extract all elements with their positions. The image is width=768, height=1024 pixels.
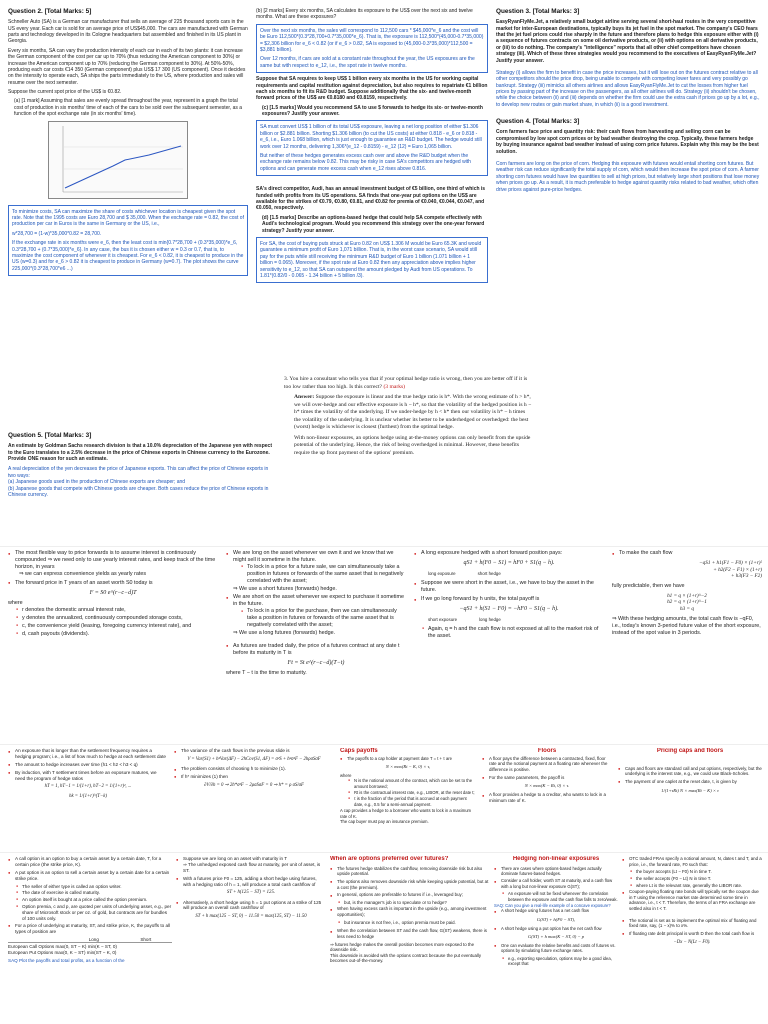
equation-labels-1: [414, 571, 604, 577]
slide-1-bullet-1: [8, 550, 218, 578]
slide-6-bullet-1: ● The variance of the cash flows in the previous slide is: [174, 748, 334, 754]
ovf-bullet-3: ● Alternatively, a short hedge using h = 1 put options at a strike of 125 will produce an overall cash cashflow of: [176, 900, 326, 912]
answer-text: Suppose the exposure is linear and the true hedge ratio is h*. With the wrong estimate of h > h*, we will over-hedge and our effective exposure is h − h*, so that the volatility of the hedged position is h − h* times the volatility of the underlying. If we under-hedge by h < h* then our volatility is h* − h times the volatility of the underlying. It is unclear whether its better to be underhedged or overhedged: the best (worst) hedge is whichever is closest (furthest) from the optimal hedge.: [294, 394, 532, 431]
q2-intro: Schneller Auto (SA) is a German car manufacturer that sells an average of 225 thousand sports cars in the US every year. Each car is sold for an average price of US$45,000. The cars are manufactured with German parts and technology developed in its Cologne headquarters but assembled and finished in its US plant in Georgia.: [8, 19, 248, 45]
slide-5-bullet-3: ● By induction, with T settlement times before an exposure matures, we need the program of hedge ratios: [8, 770, 168, 782]
floors-bullet-3: ● A floor provides a hedge to a creditor, who wants to lock in a minimum rate of K.: [482, 792, 612, 803]
pref-bullet-1: ● The futures hedge stabilizes the cashflow, removing downside risk but also upside potential.: [330, 866, 490, 877]
question-5-block: [8, 432, 276, 542]
consultant-question-block: [284, 376, 532, 546]
divider-row-2: [0, 546, 768, 547]
nl-bullet-4: ● A short hedge using a put option has the net cash flow: [494, 926, 618, 931]
q2-answer-c-text2: But neither of these hedges generates excess cash over and above the R&D budget when the exchange rate remains below 0.82. This may be risky in case SA's competitors are hedged with options and can generate more excess cash when e_12 rises above 0.816.: [260, 153, 471, 172]
slide-long-short: [226, 550, 406, 740]
pref-note-1: ⇒ futures hedge makes the overall position becomes more exposed to the downside risk.: [330, 941, 475, 953]
question-2-block: [8, 8, 248, 368]
slide-options-intro: [8, 856, 172, 1020]
consultant-question-text: 3. You hire a consultant who tells you that if your optimal hedge ratio is wrong, then you are better off if it is too low rather than too high. Is this correct?: [284, 376, 528, 390]
slide-6-bullet-2: ● The problem consists of choosing h to minimize (1).: [174, 766, 334, 772]
slide-3-bullet-2: [414, 580, 604, 594]
floor-payoff-eq: N × max(K − Rt, 0) × τ.: [524, 783, 570, 789]
def-c: ● c, the convenience yield (leasing, foregoing currency interest rate), and: [16, 623, 218, 630]
cost-graph: [48, 121, 188, 199]
slide-5-bullet-1: ● An exposure that is longer than the settlement frequency requires a hedging program; i.e., a list of how much to hedge at each settlement date: [8, 748, 168, 760]
futures-hedge-eq: G(ST) + h(F0 − ST),: [536, 916, 576, 922]
fra-sub-3: ● where Lt is the relevant rate, generally the LIBOR rate.: [630, 883, 762, 889]
q3-answer: Strategy (i) allows the firm to benefit in case the price increases, but it will lose out on the futures contract relative to all other competitors should the price drop, being unable to compete with competing lower fares and very possibly go bankrupt. Strategy (iii) mimicks all others airlines and allows EasyRyanFlyMe.Jet to cut the losses from higher fuel prices by passing part of the increase on the passengers, as all other airlines will do. Strategy (ii) shouldn't be chosen, while the choice between (ii) and (iii) depends on whether the firm could use the extra cash if prices go up by a lot, e.g., to develop new routes or gain market share, in which (ii) is a good investment.: [496, 69, 760, 108]
pref-bullet-2: ● The options also removes downside risk while keeping upside potential, but at a cost (the premium).: [330, 879, 490, 890]
bullet-sub: ● To lock in a price for the purchase, then we can simultaneously take a position in futures or forwards of the same asset that is negatively correlated with the asset;: [241, 608, 406, 629]
slide-options-vs-futures: [176, 856, 326, 1020]
cashflow-line-3: + h3(F3 − F2): [730, 573, 762, 580]
nl-sub-2: ● e.g., exporting speculation, options may be a good idea, except that: [502, 956, 618, 967]
label-short-exposure: short exposure: [428, 616, 458, 622]
q2-para3: Suppose the current spot price of the US$ is €0.82.: [8, 89, 122, 96]
where-label: where: [340, 772, 352, 778]
q2-answer-a-eq: w*28,700 = (1-w)*35,000*0.82 = 28,700.: [12, 230, 102, 237]
q5-answer-text: A real depreciation of the yen decreases the price of Japanese exports. This can affect the price of Chinese exports in two ways:: [8, 466, 269, 479]
nl-saq: SAQ: Can you give a real-life example of a concave exposure?: [494, 902, 611, 908]
slide-5-bullet-2: ● The amount to hedge increases over time (h1 < h2 < h3 < q): [8, 762, 168, 768]
slide-min-variance: [174, 748, 334, 848]
cap-note-1: A cap provides a hedge to a borrower who wants to lock in a maximum rate of K.: [340, 808, 472, 819]
where-label: where: [8, 600, 23, 607]
optimal-h-equation: ∂V/∂h = 0 ⇒ 2h*σ²F − 2ρσSσF = 0 ⇒ h* = ρ σS/σF: [204, 782, 304, 788]
put-hedge-eq: ST + h max(125 − ST, 0) − 11.50 = max(125, ST) − 11.50: [195, 914, 307, 920]
slide-caps-payoffs: [340, 748, 476, 848]
nl-bullet-3: ● A short hedge using futures has a net cash flow: [494, 908, 618, 913]
label-long-hedge: long hedge: [479, 616, 501, 622]
fra-bullet-3: ● The notional is set as to implement the optimal mix of floating and fixed rate, say, (1 − x)% to x%.: [622, 918, 762, 929]
call-payoff-row: European Call Options max(0, ST − K) min(K − ST, 0): [8, 942, 172, 950]
h2-eq: h2 = q × (1+r)^−1: [667, 599, 707, 606]
slide-3-bullet-3: [414, 596, 604, 603]
options-bullet-1: ● A call option is an option to buy a certain asset by a certain date, T, for a certain price (the strike price, K).: [8, 856, 172, 868]
hedge-program-eq: hT = 1, hT−1 = 1/(1+r), hT−2 = 1/(1+r)², ...: [44, 784, 132, 790]
consultant-answer: [284, 394, 532, 432]
options-sub-3: ● An option itself is bought at a price called the option premium.: [16, 897, 172, 903]
slide-3-note: ● Again, q = h and the cash flow is not exposed at all to the market risk of the asset.: [422, 626, 604, 640]
q2-answer-b-text: Over the next six months, the sales will correspond to 112,500 cars * $45,000*e_6 and the cost will be Euro 112,500*(0.3*28,700+0.7*35,000*e_6). That is, the exposure is 112,500*(45,000-0.7*35,000) = $2,306 billion for e_6 < 0.82 (or if e_6 > 0.82, SA is exposed to (45,000-0.3*35,000)*112,500 = $3,881 billion).: [260, 27, 484, 53]
bullet-sub-2: ⇒ We use a long futures (forwards) hedge.: [233, 629, 336, 636]
caplet-eq: 1/(1+τRt) N × max(Rt − K) × τ: [661, 787, 719, 793]
short-hedge-eq: ST + h(125 − ST) = 125.: [226, 890, 276, 896]
pref-bullet-3: ● In general, options are preferable to futures if i.e., leveraged buy;: [330, 892, 490, 898]
nl-sub-1: ● An exposure will not be fixed whenever the correlation between the exposure and the cash flow falls to zero/weak.: [502, 891, 618, 902]
put-payoff-row: European Put Options max(0, K − ST) min(ST − K, 0): [8, 950, 117, 956]
q2-answer-a-text2: If the exchange rate in six months were e_6, then the least cost is min{0.7*28,700 + (0.3*35,000)*e_6, 0.3*28,700 + (0.7*35,000)*e_6}. In any case, the bus it is chosen either w = 0.3 or 0.7, that is, to maximize the cost component of whenever it is cheapest. For e_6 < 0.82, it is cheapest to produce in the US (w=0.3) and for e_6 > 0.82 it is cheapest to produce in Germany (w=0.7). The plot shows the curve 225,000*(0.3*28,700*e6 ...): [12, 240, 244, 272]
col-long: Long: [88, 936, 99, 942]
def-d: ● d, cash payouts (dividends).: [16, 631, 218, 638]
q2-intro-c: Suppose that SA requires to keep US$ 1 billion every six months in the US for working capital requirements and capital restitution against depreciation, but also requires to repatriate €1 billion each six months to fit its R&D budget. Suppose additionally that the six- and twelve-month forward prices of the US$ are €0.8180 and €0.8159, respectively.: [256, 76, 488, 102]
long-exposure-equation: qS1 + h(F0 − S1) = hF0 + S1(q − h).: [463, 559, 555, 566]
hedging-conclusion: ⇒ With these hedging amounts, the total cash flow is −qF0, i.e., today's known 3-period future value of the short exposure, instead of the spot value in 3 periods.: [612, 615, 761, 636]
fra-bullet-4: ● If floating rate debt principal is worth D then the total cash flow is: [622, 931, 762, 937]
label-short-hedge: short hedge: [477, 570, 501, 576]
def-y: ● y denotes the annualized, continuously compounded storage costs,: [16, 615, 218, 622]
slide-when-options-preferred: [330, 856, 490, 1020]
q3-text: EasyRyanFlyMe.Jet, a relatively small budget airline serving several short-haul routes in the very competitive market for inter-European destinations, typically buys its jet fuel in the spot market. The company's CEO fears that the jet fuel prices could rise sharply in the future and therefore plans to hedge this exposure either with (i) a sequence of futures contracts on some oil derivative products, or (ii) with options on all derivative products, or (iii) to do nothing. The company's "intelligence" reports that all other chief competitors have chosen strategy (iii). Which of these three strategies would you recommend to the executives of EasyRyanFlyMe.Jet? Justify your answer.: [496, 19, 759, 64]
options-bullet-2: ● A put option is an option to sell a certain asset by a certain date for a certain strike price.: [8, 870, 172, 882]
q5-answer-a: (a) Japanese goods used in the production of Chinese exports are cheaper; and: [8, 479, 186, 486]
cap-payoff-eq: N × max(Rt − K, 0) × τ,: [385, 764, 431, 770]
answer-label: Answer:: [294, 394, 315, 401]
bullet-sub: ● To lock in a price for a future sale, we can simultaneously take a position in futures or forwards of the same asset that is negatively correlated with the asset;: [241, 564, 406, 585]
time-to-maturity-note: where T − t is the time to maturity.: [226, 670, 307, 677]
divider-row-3: [0, 744, 768, 745]
short-exposure-equation: −qS1 + h(S1 − F0) = −hF0 − S1(q − h).: [459, 605, 559, 612]
non-linear-title: Hedging non-linear exposures: [512, 856, 600, 862]
options-sub-2: ● The date of exercise is called maturity.: [16, 890, 172, 896]
q2-part-d: (d) [1.5 marks] Describe an options-based hedge that could help SA compete effectively with Audi's technological program. Would you recommend this strategy over the one-year forward strategy? Justify your answer.: [262, 214, 485, 234]
slide-hedge-payoff: [414, 550, 604, 740]
q5-answer-b: (b) Japanese goods that compete with Chinese goods are cheaper. Both cases reduce the price of Chinese exports in Chinese currency.: [8, 485, 269, 498]
slide-fra: [622, 856, 762, 1020]
equation-labels-2: [414, 617, 604, 623]
bullet-text: We are long on the asset whenever we own it and we know that we might sell it sometime in the future.: [233, 550, 394, 563]
question-5-title: Question 5. [Total Marks: 3]: [8, 432, 92, 439]
pref-sub-1: ● but, is the manager's job is to speculate or to hedge?: [338, 900, 490, 906]
saq-text: SAQ Plot the payoffs and total profits, as a function of the: [8, 958, 125, 964]
ovf-bullet-1: [176, 856, 326, 874]
bullet-sub: ⇒ we can express convenience yields as yearly rates: [19, 570, 147, 577]
fra-sub-2: ● the seller accepts (F0 − Lt) N in time T.: [630, 876, 762, 882]
cost-graph-svg: [49, 122, 189, 200]
cap-def-3: ● τ is the fraction of the period that is accrued at each payment date, e.g., 0.5 for a semi-annual payment.: [348, 796, 476, 807]
label-long-exposure: long exposure: [428, 570, 456, 576]
pref-note-2: This downside is avoided with the options contract because the put eventually becomes out-of-the-money.: [330, 952, 482, 964]
floors-title: Floors: [537, 748, 557, 754]
cap-note-2: The cap buyer must pay an insurance premium.: [340, 818, 429, 824]
bullet-text: If we go long forward by h units, the total payoff is: [421, 596, 540, 603]
put-hedge-eq-2: G(ST) + h max(K − ST, 0) − p: [527, 933, 585, 939]
fra-bullet-2: ● Coupon-paying floating rate bonds will typically set the coupon due in T using the reference market rate determined some time in advance, i.e., t < T. Therefore, the terms of an FRA exchange are settled also in t < T.: [622, 889, 762, 912]
bullet-text: As futures are traded daily, the price of a futures contract at any date t before its maturity in T is: [233, 642, 400, 656]
bullet-text: Suppose we are long on an asset with maturity in T: [183, 856, 288, 861]
predictable-text: fully predictable, then we have: [612, 582, 685, 589]
options-preferred-title: When are options preferred over futures?: [330, 856, 449, 862]
cap-def-1: ● N is the notional amount of the contract, which can be set to the amount borrowed;: [348, 778, 476, 789]
fra-bullet-1: ● OTC traded FRAs specify a notional amount, N, dates t and T, and a price, i.e., the forward rate, F0 such that:: [622, 856, 762, 867]
question-2-title: Question 2. [Total Marks: 5]: [8, 8, 92, 15]
q2-intro-d: SA's direct competitor, Audi, has an annual investment budget of €5 billion, one third of which is funded with profits from its US operations. SA finds that one-year put options on the US$ are available for the strikes of €0.79, €0.80, €0.81, and €0.82 for premia of €0.040, €0.044, €0.047, and €0.050, respectively.: [256, 186, 486, 212]
question-4-title: Question 4. [Total Marks: 3]: [496, 118, 580, 126]
bullet-text: We are short on the asset whenever we expect to purchase it sometime in the future.: [233, 594, 404, 608]
question-2-continued: [256, 8, 488, 368]
nl-bullet-1: ● There are cases where options-based hedges actually dominate futures-based hedges.: [494, 866, 618, 877]
q5-text: An estimate by Goldman Sachs research division is that a 10.0% depreciation of the Japanese yen with respect to the Euro translates to a 2.5% decrease in the price of Chinese exports in Chinese currency to the Eurozone. Provide ONE reason for such an estimate.: [8, 443, 272, 462]
pref-bullet-5: ● When the correlation between ST and the cash flow, G(ST) weakens, there is less need to hedge: [330, 928, 490, 939]
floors-bullet-2: ● For the same parameters, the payoff is: [482, 775, 612, 781]
pref-sub-2: ● but insurance is not free, i.e., option premia must be paid.: [338, 920, 490, 926]
pricing-bullet-1: ● Caps and floors are standard call and put options, respectively, but the underlying is the interest rate, e.g., we could use Black-Scholes.: [618, 766, 762, 777]
pricing-caps-title: Pricing caps and floors: [656, 748, 724, 754]
q2-answer-a-text: To minimize costs, SA can maximize the share of costs whichever location is cheapest given the spot rate. Note that the 1995 costs are Euro 28,700 and $ 35,000. When the exchange rate = 0.82, the cost of production per car in Euros is the same in Germany or the US, i.e.,: [12, 208, 244, 228]
bullet-text: The most flexible way to price forwards is to assume interest is continuously compounded ⇒ we need only to use yearly interest rates, and keep track of the time horizon, in years: [15, 550, 216, 570]
caps-bullet-1: ● The payoffs to a cap holder at payment date T = t + τ are: [340, 756, 476, 761]
q2-para2: Every six months, SA can vary the production intensity of each car in each of its two plants: it can increase the German component of the cost per car up to 70% (thus reducing the American component to 30%) or increase the American component up to 70% (reducing the German component to 30%). At 50%-50%, producing each car costs €14 350 (German component) plus US$ 17 300 (US component). Once it decides on the intensity to operate each, SA ships the parts immediately to the US, where production and sales will resume over the next semester.: [8, 47, 246, 86]
cashflow-line-2: + h2(F2 − F1) × (1+r): [713, 566, 762, 573]
h3-eq: h3 = q: [680, 606, 694, 613]
q2-part-c: (c) [1.5 marks] Would you recommend SA to use $ forwards to hedge its six- or twelve-month exposures? Justify your answer.: [262, 104, 483, 118]
pricing-bullet-2: ● The payment of one caplet at the reset date, t, is given by: [618, 779, 762, 785]
q2-answer-a: [8, 205, 248, 277]
nl-bullet-2: ● Consider a call holder, worth ST at maturity, and a cash flow with a long but non-linear exposure G(ST);: [494, 878, 618, 889]
bullet-text: Suppose we were short in the asset, i.e., we have to buy the asset in the future.: [421, 580, 594, 594]
slide-2-bullet-1: [226, 550, 406, 592]
cashflow-line-1: −qS1 + h1(F1 − F0) × (1+r)²: [699, 559, 762, 566]
slide-forward-pricing: [8, 550, 218, 740]
ovf-bullet-2: ● With a futures price F0 = 125, adding a short hedge using futures, with a hedging ratio of h = 1, will produce a total cash cashflow of: [176, 876, 326, 888]
hedge-program-eq-2: hk = 1/(1+r)^(T−k): [69, 793, 107, 799]
q2-answer-c-text: SA must convert US$ 1 billion of its total US$ exposure, leaving a net long position of either $1.306 billion or $2.881 billion. Shorting $1.306 billion (to cut the US costs) at either 0.818 - e_6 or 0.818 - e_6, i.e., Euro 1.068 billion, which is just enough to guarantee an R&D budget. The hedge would still work over 12 months, delivering 1,306*(e_12 - 0.8159) - e_12 (12) = Euro 1,065 billion.: [260, 124, 482, 150]
slide-3-bullet-1: [414, 550, 604, 557]
q4-answer: Corn farmers are long on the price of corn. Hedging this exposure with futures would entail shorting corn futures. But weather risk can reduce significantly the total supply of corn, which would then increase the spot price of corn. A farmer shorting corn futures would have low quantities to sell at high prices, but relatively large short positions that lose money when prices go up. As a result, it is much preferable to hedge against quantity risks related to bad weather, which often drive prices against pure-price hedges.: [496, 161, 760, 193]
question-3-block: [496, 8, 760, 368]
bullet-sub: ⇒ The unhedged exposed cash flow at maturity, per unit of asset, is ST.: [183, 861, 321, 873]
slide-1-bullet-2: [8, 580, 218, 587]
q2-answer-b: [256, 24, 488, 73]
consultant-question-marks: (3 marks): [383, 383, 406, 390]
consultant-question: [284, 376, 532, 391]
futures-price-equation: Ft = St e^(r−c−d)(T−t): [287, 659, 345, 666]
def-r: ● r denotes the domestic annual interest rate,: [16, 607, 218, 614]
slide-2-bullet-2: [226, 594, 406, 636]
q2-answer-c: [256, 120, 488, 176]
cashflow-equation: [612, 560, 762, 580]
bullet-text: The forward price in T years of an asset worth S0 today is: [15, 579, 153, 586]
q5-answer: [8, 466, 276, 498]
slide-hedging-program: [612, 550, 762, 740]
floors-bullet-1: ● A floor pays the difference between a contracted, fixed, floor rate and the notional payment at a floating rate whenever the difference is positive.: [482, 756, 612, 773]
forward-price-equation: F = S0 e^(r−c−d)T: [89, 589, 137, 596]
bullet-sub-2: ⇒ We use a short futures (forwards) hedge.: [233, 585, 337, 592]
h1-eq: h1 = q × (1+r)^−2: [667, 592, 707, 599]
q2-part-a: (a) [1 mark] Assuming that sales are evenly spread throughout the year, represent in a graph the total cost of production in six months' time of each of the cars to be sold over the subsequent semester, as a function of the spot exchange rate (in six months' time).: [14, 98, 243, 118]
variance-equation: V = Var(S1) + h²Var(ΔF) − 2hCov(S1, ΔF) = σ²S + h²σ²F − 2hρσSσF: [187, 756, 321, 762]
fra-sub-1: ● the buyer accepts (Lt − F0) N in time T.: [630, 869, 762, 875]
q2-part-b: (b) [2 marks] Every six months, SA calculates its exposure to the US$ over the next six and twelve months. What are these exposures?: [256, 8, 473, 21]
pref-bullet-4: ● When having excess cash is important in the upside (e.g., among investment opportunities);: [330, 906, 490, 917]
options-sub-4: ● Option premia, c and p, are quoted per units of underlying asset, e.g., per share of Microsoft stock or per oz. of gold, but contracts are for bundles of 100 units only.: [16, 904, 172, 922]
col-short: Short: [140, 936, 152, 942]
bullet-text: A long exposure hedged with a short forward position pays:: [421, 550, 563, 556]
bullet-text: To make the cash flow: [619, 550, 673, 556]
options-sub-1: ● The seller of either type is called an option writer.: [16, 884, 172, 890]
options-bullet-3: ● For a price of underlying at maturity, ST, and strike price, K, the payoffs to all types of position are: [8, 923, 172, 935]
nl-bullet-5: ● One can evaluate the relative benefits and costs of futures vs. options by simulating future exchange rates.: [494, 943, 618, 954]
cost-curve: [65, 146, 181, 188]
q2-answer-d: For SA, the cost of buying puts struck at Euro 0.82 on US$ 1.306 M would be Euro 65.3K and would guarantee a minimum profit of Euro 1,071 billion. That is, in the worst case scenario, SA would still pay for the puts while still receiving the minimum R&D budget of Euro 1 billion (1.071 billion + 1 billion = 0.065). Moreover, if the spot rate at Euro 0.82 then any appreciation above implies higher sensitivity to e_12, so that SA can outspend the amount pledged by Audi from US operations. To 1.81*(0.82/0 - 0.065 - 1.34 billion + 5 billion /3).: [256, 237, 488, 283]
slide-2-bullet-3: [226, 643, 406, 657]
q2-answer-b-text2: Over 12 months, if cars are sold at a constant rate throughout the year, the US exposures are the same but with respect to e_12, i.e., the spot rate in twelve months.: [260, 56, 475, 69]
fra-cashflow-eq: −Dx − N(Lt − F0).: [673, 939, 711, 945]
cap-def-2: ● Rt is the contractual interest rate, e.g., LIBOR, at the reset date t;: [348, 790, 476, 795]
slide-hedge-ratios: [8, 748, 168, 848]
slide-6-bullet-3: ● If h* minimizes (1) then: [174, 774, 334, 780]
slide-floors: [482, 748, 612, 848]
slide-4-bullet-1: [612, 550, 762, 557]
slide-pricing-caps: [618, 748, 762, 848]
hedge-ratios: [612, 593, 762, 613]
divider-row-4: [0, 852, 768, 853]
slide-non-linear-exposures: [494, 856, 618, 1020]
caps-payoffs-title: Caps payoffs: [340, 748, 378, 754]
question-3-title: Question 3. [Total Marks: 3]: [496, 8, 580, 15]
consultant-answer-2: With non-linear exposures, an options hedge using at-the-money options can only benefit from the upside potential of the underlying. Hence, the risk of being overhedged is minimal. However, these benefits require the up front payment of the options' premium.: [294, 434, 531, 456]
q4-text: Corn farmers face price and quantity risk: their cash flows from harvesting and selling corn can be compromised by low spot corn prices or by bad weather destroying the crop. Typically, these farmers hedge by buying insurance against bad weather instead of using corn price futures. Explain why this may be the best solution.: [496, 129, 759, 155]
